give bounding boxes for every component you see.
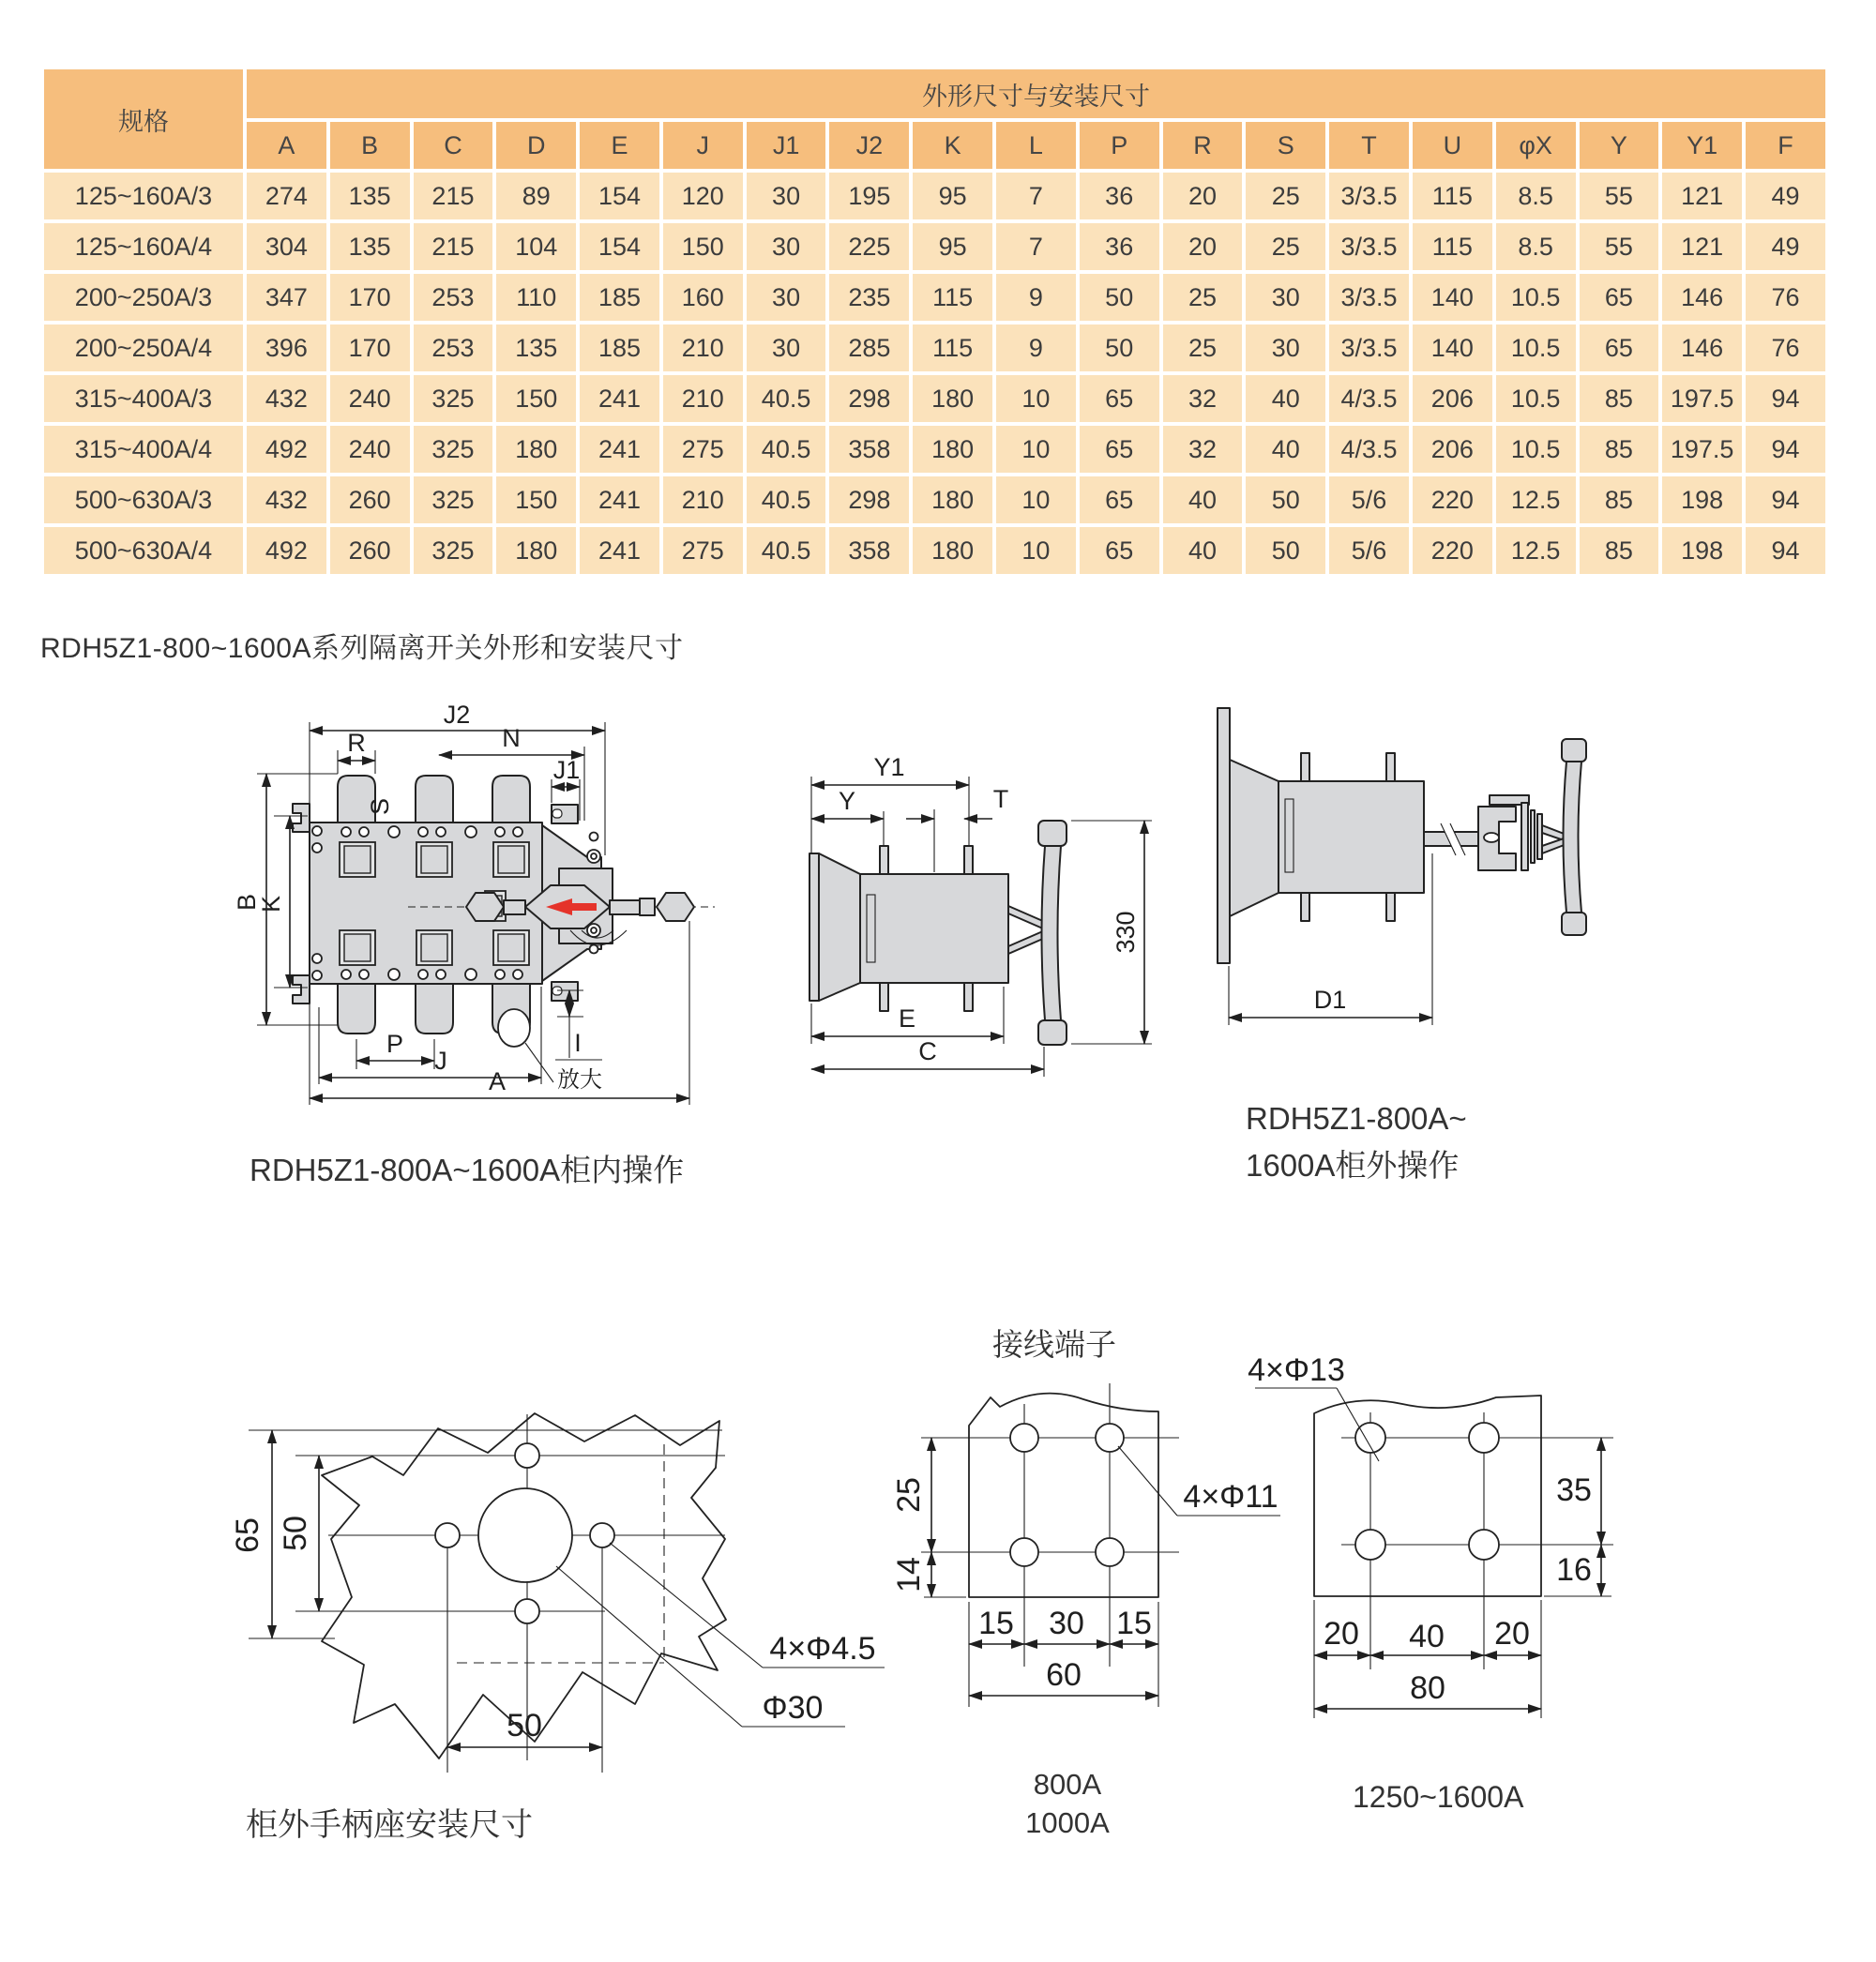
table-cell: 10 <box>996 476 1076 523</box>
dim-label: 15 <box>1116 1606 1152 1641</box>
column-header: C <box>414 122 493 169</box>
dim-label: 50 <box>278 1516 313 1551</box>
table-cell: 32 <box>1163 426 1243 473</box>
table-cell: 215 <box>414 173 493 219</box>
table-cell: 9 <box>996 324 1076 371</box>
dim-label: 40 <box>1409 1619 1445 1654</box>
table-cell: 140 <box>1413 274 1492 321</box>
terminal-plate <box>1314 1396 1541 1596</box>
table-cell: 198 <box>1662 527 1742 574</box>
table-cell: 260 <box>330 527 410 574</box>
table-cell: 10 <box>996 426 1076 473</box>
drawing-terminal-800 <box>891 1369 1304 1773</box>
table-cell: 146 <box>1662 274 1742 321</box>
table-cell: 275 <box>663 527 743 574</box>
holes-label: 4×Φ13 <box>1248 1352 1345 1388</box>
dim-label: 20 <box>1324 1616 1359 1652</box>
dim-label: Y <box>838 787 856 815</box>
table-row <box>44 324 1825 371</box>
table-cell: 396 <box>247 324 326 371</box>
column-header: R <box>1163 122 1243 169</box>
table-cell: 3/3.5 <box>1329 274 1409 321</box>
row-spec: 200~250A/4 <box>44 324 243 371</box>
table-cell: 94 <box>1746 426 1825 473</box>
row-spec: 125~160A/3 <box>44 173 243 219</box>
column-header: L <box>996 122 1076 169</box>
dim-label: 15 <box>978 1606 1014 1641</box>
table-cell: 40.5 <box>747 527 826 574</box>
table-cell: 76 <box>1746 274 1825 321</box>
caption-line-2: 1000A <box>1025 1806 1110 1839</box>
table-cell: 95 <box>913 223 992 270</box>
drawing-handle-mount <box>211 1355 924 1805</box>
table-cell: 150 <box>496 476 576 523</box>
table-cell: 197.5 <box>1662 426 1742 473</box>
caption-front-view: RDH5Z1-800A~1600A柜内操作 <box>250 1153 685 1187</box>
table-cell: 325 <box>414 375 493 422</box>
table-cell: 241 <box>580 527 659 574</box>
table-cell: 10 <box>996 375 1076 422</box>
table-cell: 260 <box>330 476 410 523</box>
table-cell: 3/3.5 <box>1329 173 1409 219</box>
dim-label: 330 <box>1112 911 1140 954</box>
drawing-terminal-1250 <box>1248 1351 1660 1754</box>
column-header: φX <box>1496 122 1576 169</box>
table-cell: 30 <box>1246 274 1325 321</box>
table-cell: 85 <box>1580 527 1659 574</box>
table-cell: 20 <box>1163 223 1243 270</box>
table-cell: 185 <box>580 324 659 371</box>
table-cell: 40 <box>1163 527 1243 574</box>
table-cell: 198 <box>1662 476 1742 523</box>
switch-side-body <box>809 846 1008 1011</box>
table-cell: 135 <box>330 173 410 219</box>
dim-label: 35 <box>1556 1472 1592 1508</box>
detail-circle <box>498 1009 530 1047</box>
terminal-lug <box>338 980 375 1034</box>
dim-label: 65 <box>230 1517 265 1553</box>
table-cell: 150 <box>496 375 576 422</box>
table-cell: 225 <box>829 223 909 270</box>
table-cell: 25 <box>1163 324 1243 371</box>
table-cell: 5/6 <box>1329 476 1409 523</box>
spec-header: 规格 <box>44 69 243 169</box>
column-header: T <box>1329 122 1409 169</box>
outside-handle <box>1542 739 1586 935</box>
table-cell: 10.5 <box>1496 375 1576 422</box>
dim-label: E <box>898 1004 916 1033</box>
table-cell: 7 <box>996 223 1076 270</box>
dim-label: 60 <box>1046 1657 1082 1693</box>
table-cell: 40 <box>1246 426 1325 473</box>
table-cell: 170 <box>330 274 410 321</box>
table-cell: 298 <box>829 476 909 523</box>
dim-label: T <box>992 785 1009 813</box>
column-header: Y1 <box>1662 122 1742 169</box>
terminal-lug <box>416 980 453 1034</box>
table-cell: 5/6 <box>1329 527 1409 574</box>
table-cell: 197.5 <box>1662 375 1742 422</box>
drawing-front-view <box>216 694 741 1139</box>
caption-line-1: RDH5Z1-800A~ <box>1246 1101 1467 1136</box>
table-cell: 65 <box>1080 426 1159 473</box>
table-cell: 432 <box>247 476 326 523</box>
drawing-outside-view <box>1191 694 1660 1088</box>
table-cell: 285 <box>829 324 909 371</box>
table-cell: 55 <box>1580 173 1659 219</box>
dim-label: A <box>488 1067 507 1095</box>
column-header: U <box>1413 122 1492 169</box>
table-cell: 298 <box>829 375 909 422</box>
caption-line-2: 1600A柜外操作 <box>1246 1148 1460 1183</box>
column-header: Y <box>1580 122 1659 169</box>
table-cell: 215 <box>414 223 493 270</box>
slot <box>552 809 562 818</box>
table-cell: 30 <box>747 223 826 270</box>
row-spec: 200~250A/3 <box>44 274 243 321</box>
table-cell: 146 <box>1662 324 1742 371</box>
table-cell: 36 <box>1080 173 1159 219</box>
table-cell: 25 <box>1246 173 1325 219</box>
table-cell: 241 <box>580 426 659 473</box>
table-cell: 154 <box>580 223 659 270</box>
table-cell: 40.5 <box>747 426 826 473</box>
switch-outside-body <box>1218 708 1542 963</box>
table-cell: 253 <box>414 274 493 321</box>
row-spec: 500~630A/4 <box>44 527 243 574</box>
column-header: J1 <box>747 122 826 169</box>
table-cell: 275 <box>663 426 743 473</box>
caption-line-1: 800A <box>1033 1768 1102 1801</box>
caption-handle-mount: 柜外手柄座安装尺寸 <box>246 1807 533 1843</box>
table-cell: 30 <box>747 274 826 321</box>
table-cell: 121 <box>1662 223 1742 270</box>
dim-label: 30 <box>1049 1606 1084 1641</box>
table-cell: 40.5 <box>747 476 826 523</box>
dim-label: P <box>386 1030 404 1058</box>
table-cell: 30 <box>1246 324 1325 371</box>
table-cell: 180 <box>913 426 992 473</box>
table-row <box>44 274 1825 321</box>
side-handle <box>1008 821 1067 1045</box>
table-cell: 50 <box>1080 274 1159 321</box>
table-cell: 220 <box>1413 476 1492 523</box>
table-cell: 135 <box>496 324 576 371</box>
caption-outside-view <box>1246 1095 1467 1189</box>
table-cell: 160 <box>663 274 743 321</box>
column-header: A <box>247 122 326 169</box>
table-cell: 40.5 <box>747 375 826 422</box>
table-cell: 135 <box>330 223 410 270</box>
column-header: J2 <box>829 122 909 169</box>
table-cell: 9 <box>996 274 1076 321</box>
table-cell: 4/3.5 <box>1329 375 1409 422</box>
table-cell: 7 <box>996 173 1076 219</box>
table-cell: 8.5 <box>1496 173 1576 219</box>
table-cell: 432 <box>247 375 326 422</box>
table-cell: 3/3.5 <box>1329 324 1409 371</box>
mounting-ear <box>293 804 310 832</box>
table-cell: 20 <box>1163 173 1243 219</box>
dim-label: 50 <box>507 1708 542 1743</box>
table-cell: 94 <box>1746 476 1825 523</box>
table-cell: 253 <box>414 324 493 371</box>
table-cell: 210 <box>663 324 743 371</box>
table-cell: 95 <box>913 173 992 219</box>
table-cell: 241 <box>580 476 659 523</box>
table-cell: 150 <box>663 223 743 270</box>
table-cell: 36 <box>1080 223 1159 270</box>
table-cell: 65 <box>1580 274 1659 321</box>
table-cell: 10.5 <box>1496 426 1576 473</box>
table-cell: 65 <box>1580 324 1659 371</box>
row-spec: 125~160A/4 <box>44 223 243 270</box>
terminals-title: 接线端子 <box>992 1327 1116 1362</box>
dim-label: B <box>233 893 261 912</box>
table-cell: 85 <box>1580 426 1659 473</box>
dim-label: J1 <box>552 756 581 784</box>
dim-label: J <box>434 1047 447 1075</box>
table-cell: 65 <box>1080 375 1159 422</box>
column-header: D <box>496 122 576 169</box>
table-row <box>44 426 1825 473</box>
table-cell: 325 <box>414 527 493 574</box>
table-cell: 180 <box>496 426 576 473</box>
table-cell: 50 <box>1246 527 1325 574</box>
table-cell: 120 <box>663 173 743 219</box>
row-spec: 315~400A/3 <box>44 375 243 422</box>
table-cell: 65 <box>1080 476 1159 523</box>
center-hole-label: Φ30 <box>762 1690 824 1726</box>
drawing-side-view <box>769 722 1182 1116</box>
dim-label: J2 <box>443 701 471 729</box>
table-cell: 140 <box>1413 324 1492 371</box>
table-cell: 12.5 <box>1496 527 1576 574</box>
dim-label: R <box>347 729 366 757</box>
table-cell: 94 <box>1746 375 1825 422</box>
table-row <box>44 173 1825 219</box>
table-cell: 115 <box>1413 223 1492 270</box>
table-cell: 195 <box>829 173 909 219</box>
column-header: S <box>1246 122 1325 169</box>
table-cell: 85 <box>1580 476 1659 523</box>
table-cell: 115 <box>913 274 992 321</box>
table-cell: 210 <box>663 375 743 422</box>
section-title: RDH5Z1-800~1600A系列隔离开关外形和安装尺寸 <box>40 633 684 664</box>
table-cell: 121 <box>1662 173 1742 219</box>
column-header: K <box>913 122 992 169</box>
dim-label: S <box>366 797 394 816</box>
dim-label: 25 <box>891 1477 927 1513</box>
caption-terminal-1250: 1250~1600A <box>1353 1780 1524 1814</box>
dim-label: 20 <box>1494 1616 1530 1652</box>
table-cell: 49 <box>1746 173 1825 219</box>
table-cell: 235 <box>829 274 909 321</box>
table-cell: 110 <box>496 274 576 321</box>
table-cell: 185 <box>580 274 659 321</box>
table-cell: 55 <box>1580 223 1659 270</box>
dim-label: 16 <box>1556 1552 1592 1588</box>
table-cell: 4/3.5 <box>1329 426 1409 473</box>
table-cell: 220 <box>1413 527 1492 574</box>
table-cell: 154 <box>580 173 659 219</box>
table-cell: 49 <box>1746 223 1825 270</box>
row-spec: 315~400A/4 <box>44 426 243 473</box>
spec-table <box>40 66 1829 578</box>
table-cell: 180 <box>913 476 992 523</box>
table-cell: 89 <box>496 173 576 219</box>
table-cell: 241 <box>580 375 659 422</box>
table-cell: 492 <box>247 527 326 574</box>
table-row <box>44 375 1825 422</box>
dim-label: K <box>257 895 285 913</box>
table-cell: 206 <box>1413 426 1492 473</box>
table-cell: 10.5 <box>1496 324 1576 371</box>
table-cell: 12.5 <box>1496 476 1576 523</box>
table-cell: 358 <box>829 426 909 473</box>
caption-terminal-800 <box>983 1765 1152 1842</box>
table-cell: 30 <box>747 324 826 371</box>
table-cell: 10.5 <box>1496 274 1576 321</box>
table-cell: 50 <box>1080 324 1159 371</box>
table-cell: 115 <box>913 324 992 371</box>
mounting-ear <box>293 975 310 1004</box>
column-header: F <box>1746 122 1825 169</box>
dim-label: 14 <box>891 1557 927 1592</box>
dim-label: C <box>918 1037 937 1065</box>
table-cell: 206 <box>1413 375 1492 422</box>
terminal-plate <box>969 1394 1158 1597</box>
table-cell: 240 <box>330 375 410 422</box>
table-row <box>44 223 1825 270</box>
table-cell: 210 <box>663 476 743 523</box>
dim-label: N <box>502 724 521 752</box>
table-cell: 40 <box>1246 375 1325 422</box>
table-cell: 76 <box>1746 324 1825 371</box>
dim-label: Y1 <box>873 753 905 781</box>
table-cell: 358 <box>829 527 909 574</box>
table-cell: 10 <box>996 527 1076 574</box>
table-row <box>44 476 1825 523</box>
table-cell: 492 <box>247 426 326 473</box>
table-cell: 3/3.5 <box>1329 223 1409 270</box>
table-cell: 170 <box>330 324 410 371</box>
table-cell: 8.5 <box>1496 223 1576 270</box>
column-header: E <box>580 122 659 169</box>
table-cell: 347 <box>247 274 326 321</box>
table-row <box>44 527 1825 574</box>
column-header: P <box>1080 122 1159 169</box>
holes-label: 4×Φ4.5 <box>769 1631 876 1667</box>
dim-label: I <box>574 1029 582 1057</box>
dim-label: D1 <box>1313 986 1347 1014</box>
table-cell: 25 <box>1163 274 1243 321</box>
table-cell: 180 <box>913 375 992 422</box>
holes-label: 4×Φ11 <box>1183 1479 1278 1515</box>
table-cell: 30 <box>747 173 826 219</box>
table-cell: 325 <box>414 476 493 523</box>
enlarge-label: 放大 <box>557 1067 602 1093</box>
column-header: J <box>663 122 743 169</box>
table-cell: 180 <box>913 527 992 574</box>
row-spec: 500~630A/3 <box>44 476 243 523</box>
table-cell: 180 <box>496 527 576 574</box>
table-cell: 94 <box>1746 527 1825 574</box>
table-cell: 104 <box>496 223 576 270</box>
table-cell: 115 <box>1413 173 1492 219</box>
dim-label: 80 <box>1410 1670 1445 1706</box>
column-header: B <box>330 122 410 169</box>
table-cell: 65 <box>1080 527 1159 574</box>
table-cell: 25 <box>1246 223 1325 270</box>
table-cell: 40 <box>1163 476 1243 523</box>
table-cell: 274 <box>247 173 326 219</box>
group-header: 外形尺寸与安装尺寸 <box>247 69 1825 118</box>
table-cell: 32 <box>1163 375 1243 422</box>
table-cell: 50 <box>1246 476 1325 523</box>
table-cell: 304 <box>247 223 326 270</box>
table-cell: 325 <box>414 426 493 473</box>
table-cell: 85 <box>1580 375 1659 422</box>
table-cell: 240 <box>330 426 410 473</box>
